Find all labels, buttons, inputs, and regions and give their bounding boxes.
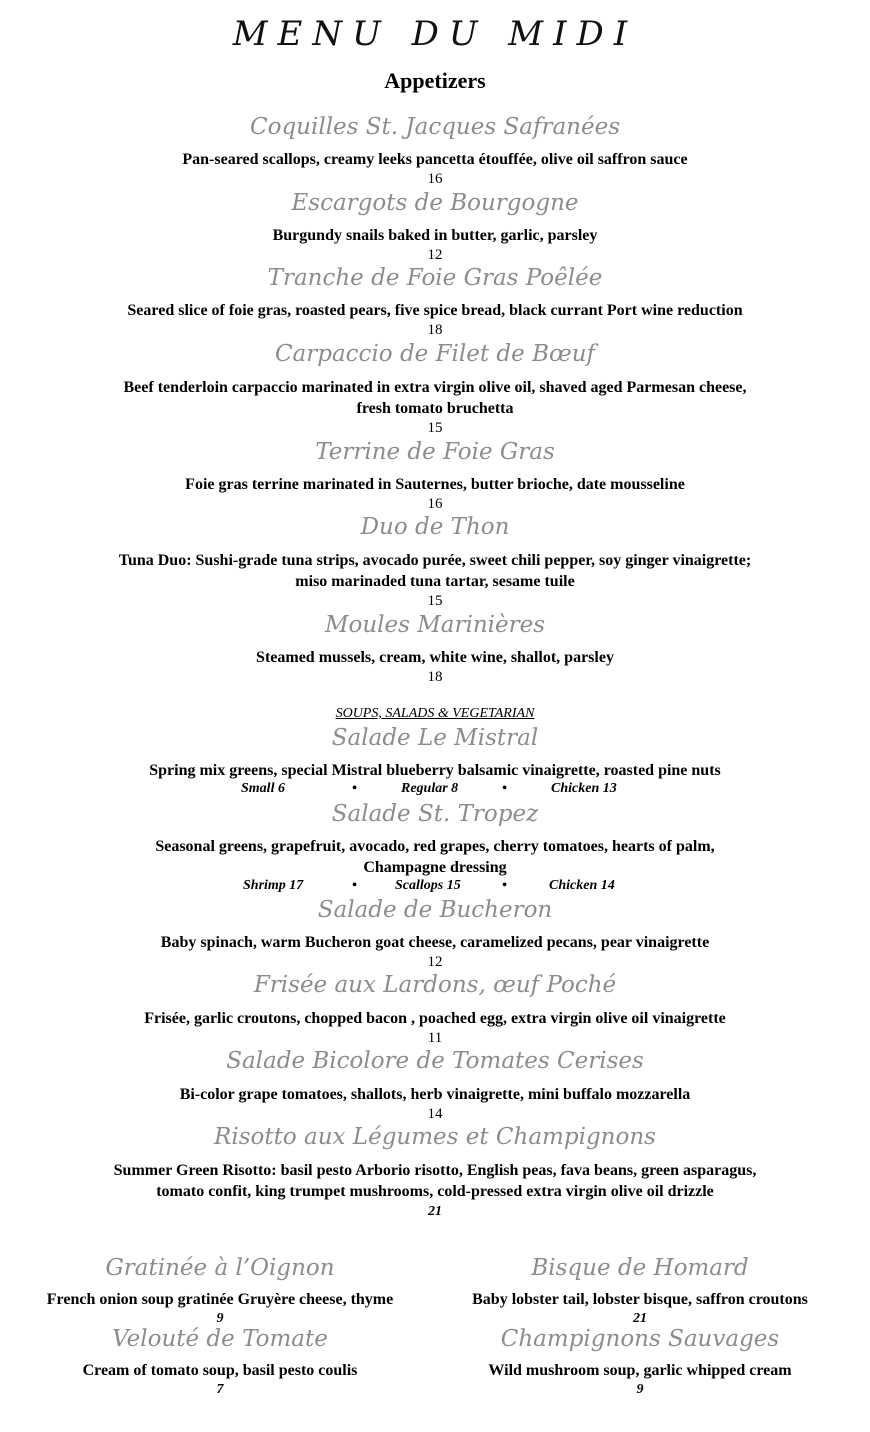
dish-price: 12 bbox=[427, 247, 443, 263]
dish-description-continued: Champagne dressing bbox=[363, 859, 507, 876]
dish-name: Salade St. Tropez bbox=[331, 801, 539, 827]
dish-price: 16 bbox=[427, 496, 443, 512]
soups-salads-heading: SOUPS, SALADS & VEGETARIAN bbox=[335, 706, 535, 721]
option-label: Regular 8 bbox=[401, 781, 459, 796]
dish-name: Salade Le Mistral bbox=[331, 725, 539, 751]
dish-description: Tuna Duo: Sushi-grade tuna strips, avocado purée, sweet chili pepper, soy ginger vinaigrette; bbox=[118, 552, 752, 569]
dish-price: 18 bbox=[427, 669, 443, 685]
soup-right-column bbox=[435, 1253, 845, 1399]
dish-description: Baby spinach, warm Bucheron goat cheese, caramelized pecans, pear vinaigrette bbox=[160, 934, 710, 951]
dish-description: Wild mushroom soup, garlic whipped cream bbox=[488, 1362, 792, 1379]
dish-name: Salade de Bucheron bbox=[317, 897, 553, 923]
option-label: Shrimp 17 bbox=[243, 878, 304, 893]
dish-price: 15 bbox=[427, 593, 443, 609]
dish-description-continued: tomato confit, king trumpet mushrooms, cold-pressed extra virgin olive oil drizzle bbox=[156, 1183, 714, 1200]
dish-name: Duo de Thon bbox=[360, 514, 510, 540]
dish-description: Summer Green Risotto: basil pesto Arborio risotto, English peas, fava beans, green asparagus, bbox=[113, 1162, 757, 1179]
dish-name: Gratinée à l’Oignon bbox=[105, 1255, 335, 1281]
dish-description: Baby lobster tail, lobster bisque, saffron croutons bbox=[472, 1291, 808, 1308]
dish-price: 16 bbox=[427, 171, 443, 187]
dish-description: Beef tenderloin carpaccio marinated in extra virgin olive oil, shaved aged Parmesan cheese, bbox=[123, 379, 747, 396]
dish-name: Escargots de Bourgogne bbox=[291, 190, 579, 216]
dish-name: Bisque de Homard bbox=[531, 1255, 749, 1281]
dish-name: Terrine de Foie Gras bbox=[315, 439, 555, 465]
dish-price: 18 bbox=[427, 322, 443, 338]
bullet-separator: • bbox=[502, 781, 507, 796]
dish-price: 11 bbox=[427, 1030, 443, 1046]
dish-description: Pan-seared scallops, creamy leeks pancetta étouffée, olive oil saffron sauce bbox=[182, 151, 688, 168]
dish-description: Cream of tomato soup, basil pesto coulis bbox=[82, 1362, 358, 1379]
dish-price: 9 bbox=[636, 1382, 644, 1397]
dish-description: Frisée, garlic croutons, chopped bacon , poached egg, extra virgin olive oil vinaigrette bbox=[144, 1010, 726, 1027]
dish-price: 15 bbox=[427, 420, 443, 436]
dish-description: Seared slice of foie gras, roasted pears, five spice bread, black currant Port wine reduction bbox=[127, 302, 743, 319]
dish-name: Moules Marinières bbox=[324, 612, 546, 638]
dish-name: Frisée aux Lardons, œuf Poché bbox=[253, 972, 617, 998]
dish-price: 7 bbox=[216, 1382, 224, 1397]
dish-name: Champignons Sauvages bbox=[500, 1326, 780, 1352]
dish-description: Spring mix greens, special Mistral blueberry balsamic vinaigrette, roasted pine nuts bbox=[149, 762, 721, 779]
dish-price: 12 bbox=[427, 954, 443, 970]
dish-price: 21 bbox=[633, 1311, 647, 1326]
bullet-separator: • bbox=[502, 878, 507, 893]
bullet-separator: • bbox=[352, 878, 357, 893]
dish-description: Burgundy snails baked in butter, garlic, parsley bbox=[272, 227, 598, 244]
bullet-separator: • bbox=[352, 781, 357, 796]
dish-name: Coquilles St. Jacques Safranées bbox=[250, 114, 620, 140]
dish-name: Risotto aux Légumes et Champignons bbox=[214, 1124, 656, 1150]
option-label: Scallops 15 bbox=[395, 878, 461, 893]
menu-title: MENU DU MIDI bbox=[232, 14, 638, 54]
dish-description: French onion soup gratinée Gruyère cheese, thyme bbox=[46, 1291, 394, 1308]
appetizers-heading: Appetizers bbox=[384, 68, 486, 93]
dish-name: Salade Bicolore de Tomates Cerises bbox=[226, 1048, 644, 1074]
dish-price: 14 bbox=[427, 1106, 443, 1122]
option-label: Chicken 14 bbox=[549, 878, 615, 893]
dish-description-continued: fresh tomato bruchetta bbox=[356, 400, 514, 417]
dish-name: Tranche de Foie Gras Poêlée bbox=[267, 265, 603, 291]
size-options bbox=[0, 781, 870, 799]
dish-description: Steamed mussels, cream, white wine, shallot, parsley bbox=[256, 649, 614, 666]
soup-left-column bbox=[10, 1253, 430, 1399]
option-label: Small 6 bbox=[241, 781, 285, 796]
dish-description: Bi-color grape tomatoes, shallots, herb vinaigrette, mini buffalo mozzarella bbox=[179, 1086, 691, 1103]
dish-price: 21 bbox=[428, 1204, 442, 1219]
dish-description: Seasonal greens, grapefruit, avocado, red grapes, cherry tomatoes, hearts of palm, bbox=[155, 838, 715, 855]
dish-price: 9 bbox=[216, 1311, 224, 1326]
dish-name: Carpaccio de Filet de Bœuf bbox=[274, 341, 596, 367]
dish-description-continued: miso marinaded tuna tartar, sesame tuile bbox=[295, 573, 575, 590]
option-label: Chicken 13 bbox=[551, 781, 617, 796]
dish-description: Foie gras terrine marinated in Sauternes, butter brioche, date mousseline bbox=[185, 476, 685, 493]
protein-options bbox=[0, 878, 870, 896]
dish-name: Velouté de Tomate bbox=[112, 1326, 328, 1352]
